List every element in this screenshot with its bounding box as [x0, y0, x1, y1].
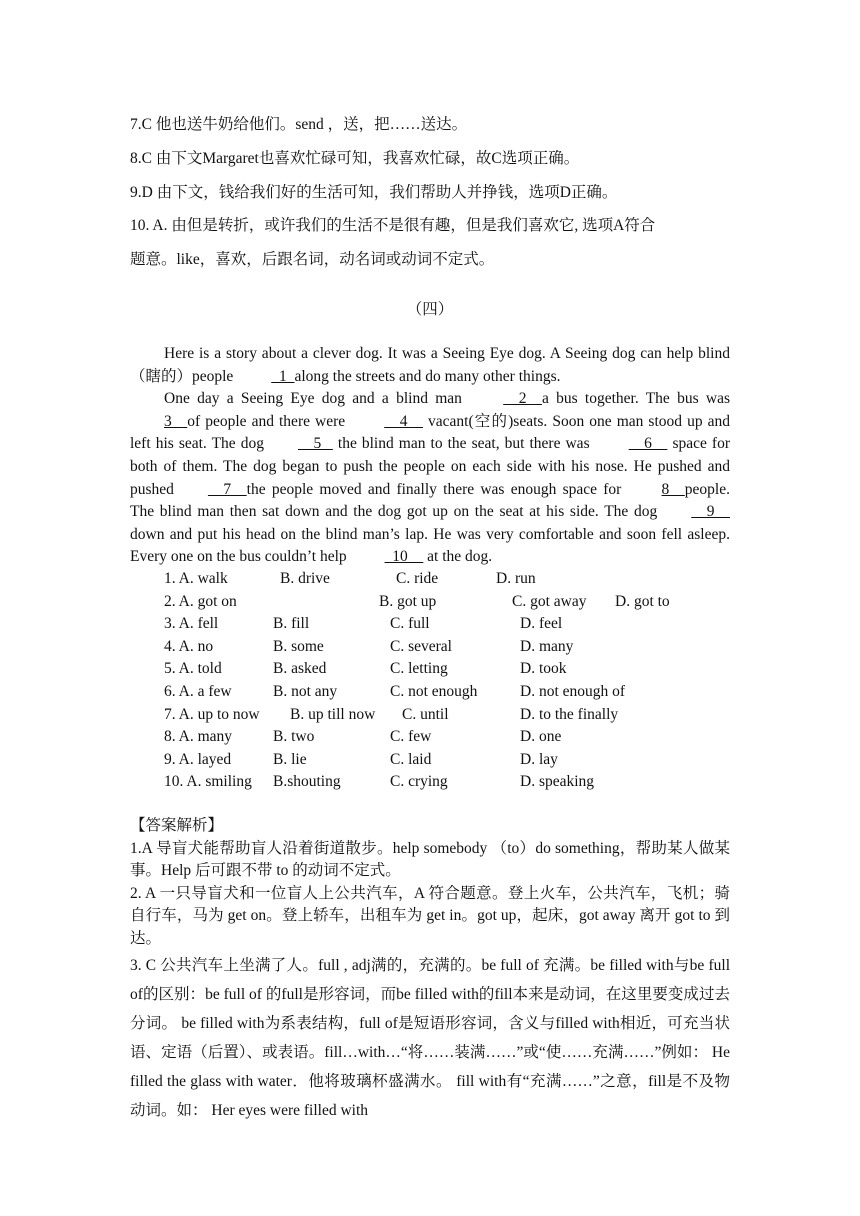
blank-9: 9 [691, 503, 730, 521]
blank-6: 6 [628, 435, 668, 453]
passage-text: the blind man to the seat, but there was [332, 435, 595, 453]
option-d: D. not enough of [520, 682, 626, 700]
passage-paragraph-1 [130, 343, 730, 388]
passage-text: space for both of them. The dog began to push the people on each side with his nose. He pushed and pushed [130, 435, 730, 498]
explanation-9: 9.D 由下文，钱给我们好的生活可知，我们帮助人并挣钱，选项D正确。 [130, 184, 618, 201]
passage-text: vacant(空的)seats. Soon one man stood up and left his seat. The dog [130, 412, 730, 453]
option-b: B. asked [273, 660, 327, 678]
blank-4: 4 [384, 412, 423, 430]
option-c: C. few [390, 728, 432, 746]
answer-2: 2. A 一只导盲犬和一位盲人上公共汽车，A 符合题意。登上火车，公共汽车，飞机；骑自行车，马为 get on。登上轿车，出租车为 get in。got up，起床，got away 离开 got to 到达。 [130, 884, 730, 947]
option-b: B. not any [273, 682, 338, 700]
option-d: D. speaking [520, 773, 595, 791]
option-b: B. lie [273, 750, 307, 768]
option-a: 2. A. got on [164, 592, 237, 610]
option-a: 3. A. fell [164, 615, 219, 633]
option-a: 7. A. up to now [164, 705, 260, 723]
option-b: B. drive [280, 570, 330, 587]
option-d: D. one [520, 728, 562, 746]
option-d: D. feel [520, 615, 563, 633]
option-a: 1. A. walk [164, 570, 228, 587]
option-c: C. several [390, 637, 452, 655]
option-c: C. until [402, 705, 449, 723]
blank-7: 7 [207, 480, 247, 498]
explanation-7: 7.C 他也送牛奶给他们。send ，送，把……送达。 [130, 116, 468, 133]
explanation-10: 10. A. 由但是转折，或许我们的生活不是很有趣，但是我们喜欢它, 选项A符合 [130, 217, 656, 234]
blank-8: 8 [661, 480, 685, 498]
option-c: C. got away [512, 592, 587, 610]
answer-1: 1.A 导盲犬能帮助盲人沿着街道散步。help somebody （to）do something，帮助某人做某事。Help 后可跟不带 to 的动词不定式。 [130, 839, 730, 880]
option-c: C. letting [390, 660, 448, 678]
option-c: C. ride [396, 570, 439, 587]
option-c: C. not enough [390, 682, 478, 700]
passage-text: down and put his head on the blind man’s lap. He was very comfortable and soon fell asleep. Every one on the bus couldn’t help [130, 525, 730, 566]
passage-text: along the streets and do many other things. [294, 367, 561, 385]
option-d: D. to the finally [520, 705, 619, 723]
passage-text: the people moved and finally there was enough space for [246, 480, 628, 498]
option-b: B. up till now [290, 705, 376, 723]
option-c: C. full [390, 615, 430, 633]
passage-text: One day a Seeing Eye dog and a blind man [164, 390, 470, 408]
answer-3: 3. C 公共汽车上坐满了人。full , adj满的，充满的。be full of 充满。be filled with与be full of的区别：be full of 的full是形容词，而be filled with的fill本来是动词，在这里要变成过去分词。 be filled with为系表结构，full of是短语形容词，含义与filled with相近，可充当状语、定语（后置）、或表语。fill…with…“将……装满……”或“使……充满……”例如： He filled the glass with water．他将玻璃杯盛满水。 fill with有“充满……”之意，fill是不及物动词。如： Her eyes were filled with [130, 956, 730, 1119]
option-a: 4. A. no [164, 637, 214, 655]
passage-text: people. The blind man then sat down and the dog got up on the seat at his side. The dog [130, 480, 730, 521]
passage-text: Here is a story about a clever dog. It was a Seeing Eye dog. A Seeing dog can help blind（瞎的）people [130, 345, 730, 385]
blank-1: 1 [271, 367, 295, 385]
passage-text: at the dog. [423, 548, 493, 566]
option-d: D. got to [615, 592, 670, 610]
option-c: C. laid [390, 750, 432, 768]
option-d: D. took [520, 660, 567, 678]
explanation-8: 8.C 由下文Margaret也喜欢忙碌可知，我喜欢忙碌，故C选项正确。 [130, 150, 580, 167]
answer-analysis [130, 815, 730, 1125]
passage-text: a bus together. The bus was [541, 390, 730, 408]
option-b: B. fill [273, 615, 310, 633]
option-a: 9. A. layed [164, 750, 232, 768]
option-b: B. got up [379, 592, 437, 610]
option-d: D. run [496, 570, 536, 587]
option-a: 5. A. told [164, 660, 222, 678]
blank-5: 5 [297, 435, 333, 453]
option-a: 8. A. many [164, 728, 233, 746]
passage [130, 343, 730, 569]
blank-3: 3 [164, 412, 188, 430]
option-b: B. some [273, 637, 324, 655]
passage-text: of people and there were [187, 412, 351, 430]
option-b: B. two [273, 728, 315, 746]
blank-2: 2 [503, 390, 542, 408]
blank-10: 10 [384, 548, 424, 566]
section-title: （四） [406, 301, 454, 318]
passage-paragraph-2 [130, 388, 730, 569]
option-c: C. crying [390, 773, 448, 791]
option-a: 6. A. a few [164, 682, 232, 700]
option-b: B.shouting [273, 773, 341, 791]
option-d: D. lay [520, 750, 558, 768]
answers-heading: 【答案解析】 [130, 817, 224, 834]
option-d: D. many [520, 637, 574, 655]
explanation-10-cont: 题意。like，喜欢，后跟名词，动名词或动词不定式。 [130, 251, 495, 268]
option-a: 10. A. smiling [164, 773, 252, 791]
